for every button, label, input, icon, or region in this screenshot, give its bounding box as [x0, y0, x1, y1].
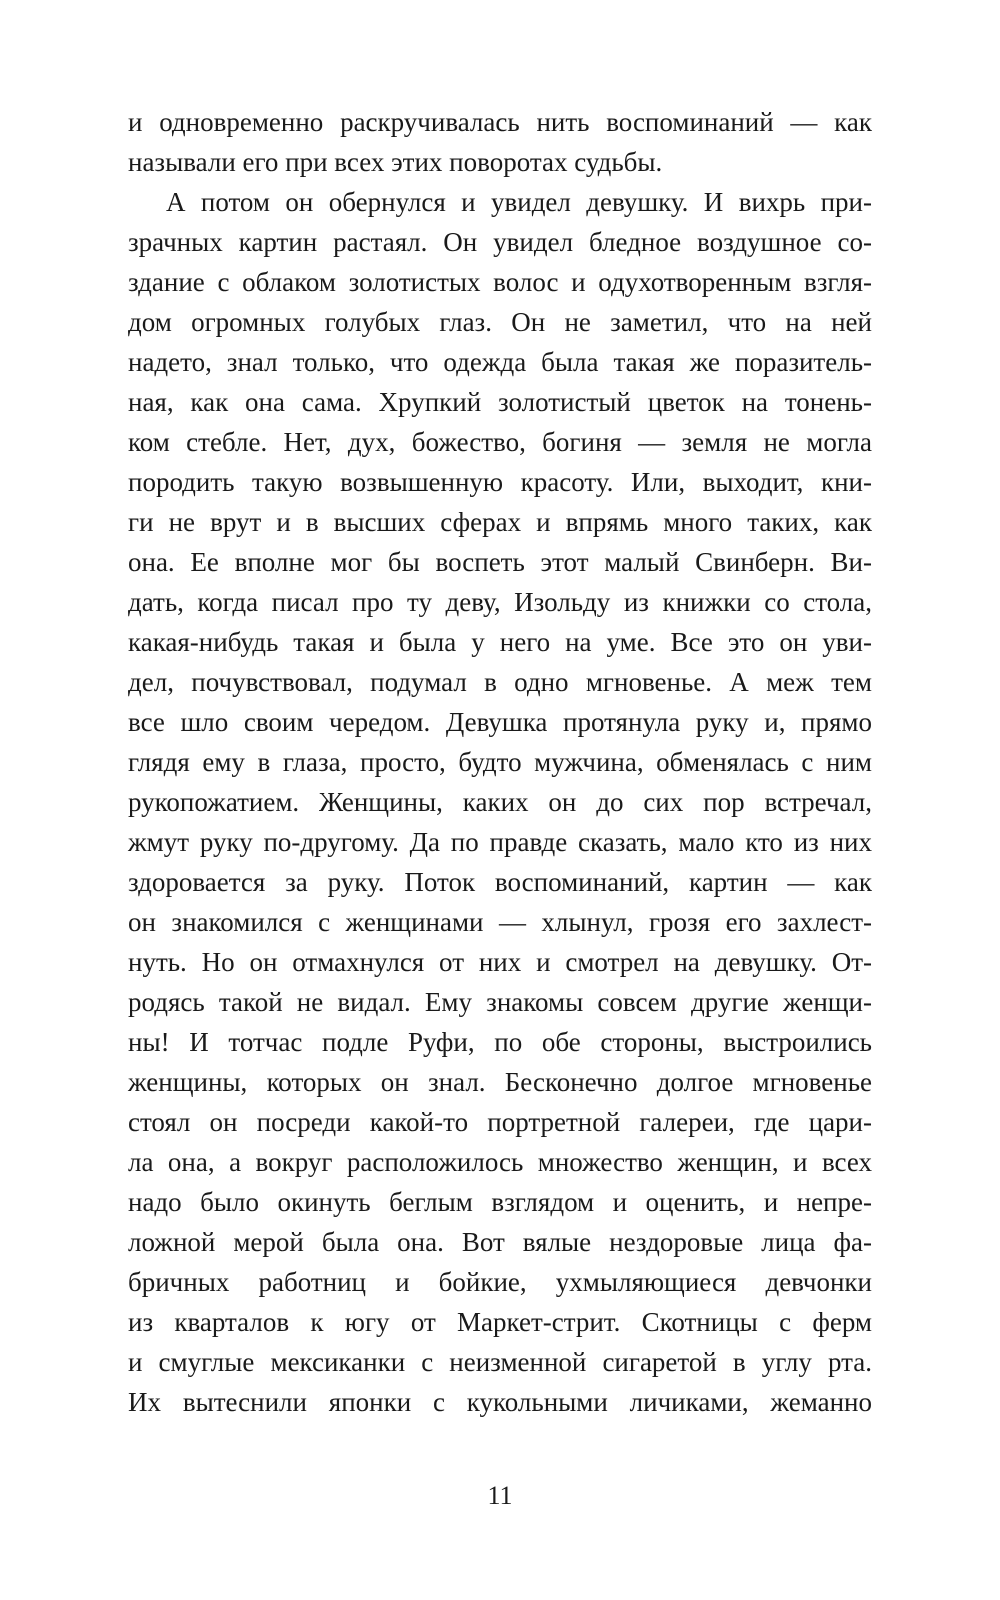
text-line: ла она, а вокруг расположилось множество женщин, и всех	[128, 1147, 872, 1177]
text-line: дел, почувствовал, подумал в одно мгновенье. А меж тем	[128, 667, 872, 697]
text-line: она. Ее вполне мог бы воспеть этот малый Свинберн. Ви-	[128, 547, 872, 577]
text-line: ложной мерой была она. Вот вялые нездоровые лица фа-	[128, 1227, 872, 1257]
text-line: ги не врут и в высших сферах и впрямь много таких, как	[128, 507, 872, 537]
text-line: глядя ему в глаза, просто, будто мужчина, обменялась с ним	[128, 747, 872, 777]
text-line: породить такую возвышенную красоту. Или, выходит, кни-	[128, 467, 872, 497]
text-line: женщины, которых он знал. Бесконечно долгое мгновенье	[128, 1067, 872, 1097]
text-line: родясь такой не видал. Ему знакомы совсем другие женщи-	[128, 987, 872, 1017]
page-number: 11	[487, 1481, 513, 1510]
text-line: дом огромных голубых глаз. Он не заметил, что на ней	[128, 307, 872, 337]
text-line: нуть. Но он отмахнулся от них и смотрел на девушку. От-	[128, 947, 872, 977]
text-line: надето, знал только, что одежда была такая же поразитель-	[128, 347, 872, 377]
text-line: все шло своим чередом. Девушка протянула руку и, прямо	[128, 707, 872, 737]
text-line: называли его при всех этих поворотах судьбы.	[128, 147, 663, 177]
text-line: ны! И тотчас подле Руфи, по обе стороны, выстроились	[128, 1027, 872, 1057]
text-line: какая-нибудь такая и была у него на уме. Все это он уви-	[128, 627, 872, 657]
text-line: бричных работниц и бойкие, ухмыляющиеся девчонки	[128, 1267, 872, 1297]
text-line: и смуглые мексиканки с неизменной сигаретой в углу рта.	[128, 1347, 872, 1377]
text-line: стоял он посреди какой-то портретной галереи, где цари-	[128, 1107, 872, 1137]
text-line: из кварталов к югу от Маркет-стрит. Скотницы с ферм	[128, 1307, 872, 1337]
text-line: Их вытеснили японки с кукольными личиками, жеманно	[128, 1387, 872, 1417]
text-line: ком стебле. Нет, дух, божество, богиня — земля не могла	[128, 427, 872, 457]
text-line: зрачных картин растаял. Он увидел бледное воздушное со-	[128, 227, 872, 257]
text-line: здоровается за руку. Поток воспоминаний, картин — как	[128, 867, 872, 897]
text-line: и одновременно раскручивалась нить воспоминаний — как	[128, 107, 872, 137]
text-line: А потом он обернулся и увидел девушку. И вихрь при-	[166, 187, 872, 217]
text-line: надо было окинуть беглым взглядом и оценить, и непре-	[128, 1187, 872, 1217]
text-line: ная, как она сама. Хрупкий золотистый цветок на тонень-	[128, 387, 872, 417]
text-line: здание с облаком золотистых волос и одухотворенным взгля-	[128, 267, 872, 297]
text-line: жмут руку по-другому. Да по правде сказать, мало кто из них	[128, 827, 872, 857]
text-line: рукопожатием. Женщины, каких он до сих пор встречал,	[128, 787, 872, 817]
body-text	[128, 102, 872, 1422]
text-line: дать, когда писал про ту деву, Изольду из книжки со стола,	[128, 587, 872, 617]
text-line: он знакомился с женщинами — хлынул, грозя его захлест-	[128, 907, 872, 937]
